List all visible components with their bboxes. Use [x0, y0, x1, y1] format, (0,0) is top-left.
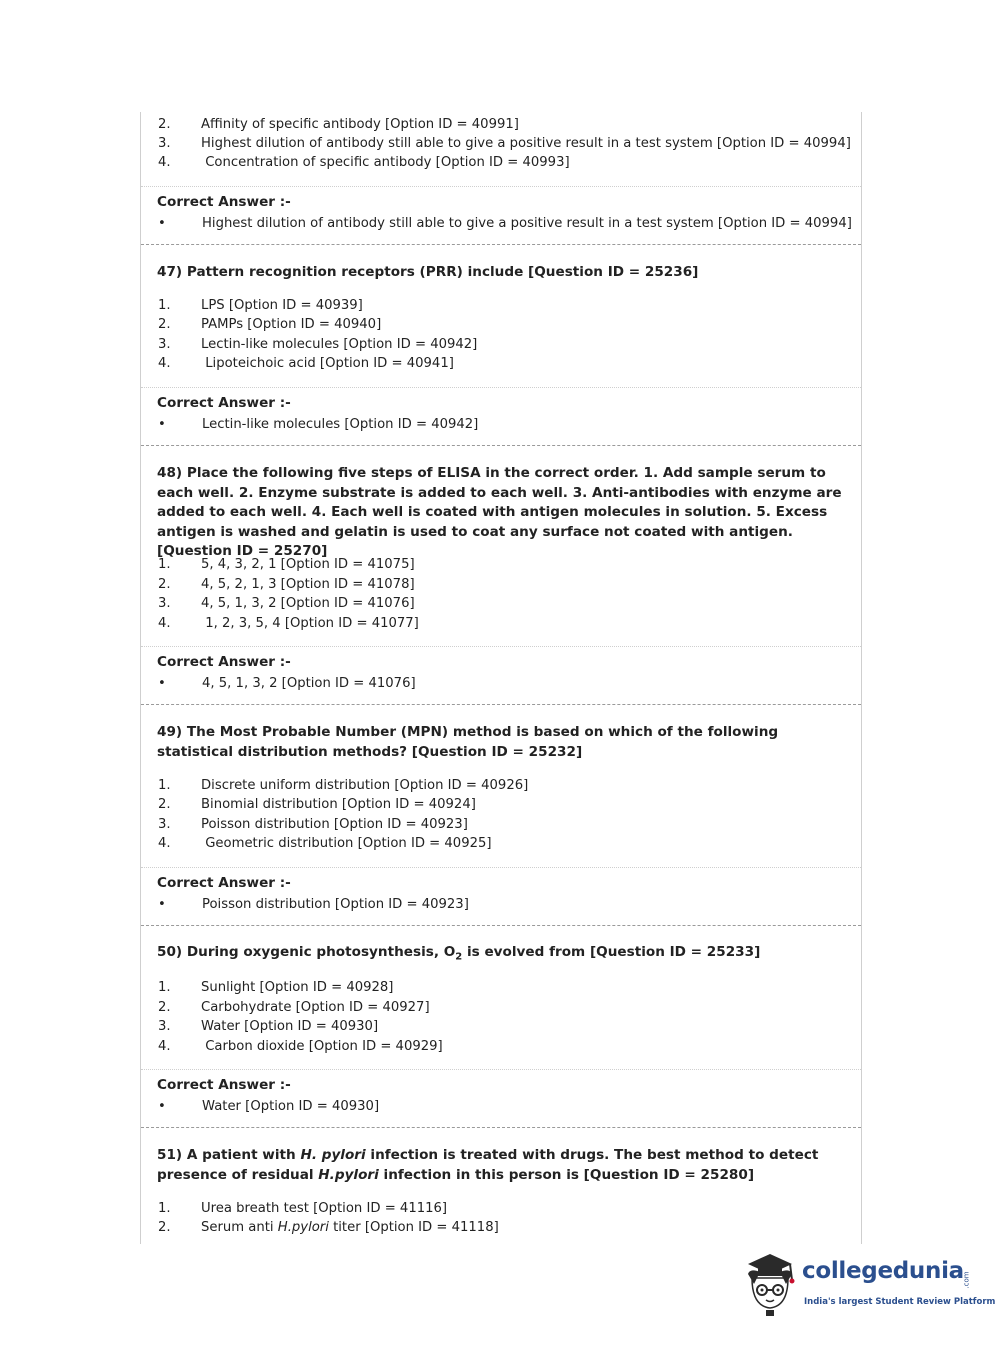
q50-answer: • Water [Option ID = 40930]: [158, 1099, 380, 1114]
divider: [141, 387, 861, 388]
q50-question: 50) During oxygenic photosynthesis, $O_2$ is evolved from [Question ID = 25233]: [157, 944, 761, 963]
q46-option-3: 3. Highest dilution of antibody still able to give a positive result in a test system [Option ID = 40994]: [158, 136, 851, 151]
question-divider: [141, 445, 861, 446]
q51-option-1: 1. Urea breath test [Option ID = 41116]: [158, 1201, 448, 1216]
q48-answer: • 4, 5, 1, 3, 2 [Option ID = 41076]: [158, 676, 416, 691]
q50-correct-label: Correct Answer :-: [157, 1077, 291, 1093]
q49-option-2: 2. Binomial distribution [Option ID = 40924]: [158, 797, 476, 812]
brand-name: collegedunia: [802, 1258, 964, 1284]
q46-option-2: 2. Affinity of specific antibody [Option ID = 40991]: [158, 117, 519, 132]
q48-option-1: 1. 5, 4, 3, 2, 1 [Option ID = 41075]: [158, 557, 415, 572]
brand-tagline: India's largest Student Review Platform: [804, 1297, 996, 1307]
question-divider: [141, 704, 861, 705]
divider: [141, 1069, 861, 1070]
q49-question: 49) The Most Probable Number (MPN) method is based on which of the following statistical distribution methods? [Question ID = 25232]: [157, 724, 779, 760]
q50-option-4: 4. Carbon dioxide [Option ID = 40929]: [158, 1039, 443, 1054]
q47-option-3: 3. Lectin-like molecules [Option ID = 40942]: [158, 337, 478, 352]
q47-option-4: 4. Lipoteichoic acid [Option ID = 40941]: [158, 356, 454, 371]
q51-option-2: 2. Serum anti H.pylori titer [Option ID = 41118]: [158, 1220, 499, 1235]
q49-option-4: 4. Geometric distribution [Option ID = 40925]: [158, 836, 492, 851]
brand-suffix: .com: [962, 1271, 971, 1289]
divider: [141, 867, 861, 868]
q48-question: 48) Place the following five steps of ELISA in the correct order. 1. Add sample serum to each well. 2. Enzyme substrate is added to each well. 3. Anti-antibodies with enzyme are added to each well. 4. Each well is coated with antigen molecules in solution. 5. Excess antigen is washed and gelatin is used to coat any surface not coated with antigen. [Question ID = 25270]: [157, 465, 842, 560]
q47-question: 47) Pattern recognition receptors (PRR) include [Question ID = 25236]: [157, 264, 699, 280]
divider: [141, 186, 861, 187]
question-divider: [141, 244, 861, 245]
q47-correct-label: Correct Answer :-: [157, 395, 291, 411]
question-sheet: [140, 112, 862, 1244]
q47-option-1: 1. LPS [Option ID = 40939]: [158, 298, 363, 313]
q50-option-2: 2. Carbohydrate [Option ID = 40927]: [158, 1000, 430, 1015]
q48-option-2: 2. 4, 5, 2, 1, 3 [Option ID = 41078]: [158, 577, 415, 592]
question-divider: [141, 925, 861, 926]
q51-question: 51) A patient with H. pylori infection is treated with drugs. The best method to detect presence of residual H.pylori infection in this person is [Question ID = 25280]: [157, 1147, 819, 1183]
q47-option-2: 2. PAMPs [Option ID = 40940]: [158, 317, 382, 332]
divider: [141, 646, 861, 647]
q49-correct-label: Correct Answer :-: [157, 875, 291, 891]
q47-answer: • Lectin-like molecules [Option ID = 40942]: [158, 417, 479, 432]
q50-option-1: 1. Sunlight [Option ID = 40928]: [158, 980, 394, 995]
question-divider: [141, 1127, 861, 1128]
q50-option-3: 3. Water [Option ID = 40930]: [158, 1019, 379, 1034]
q46-answer: • Highest dilution of antibody still able to give a positive result in a test system [Option ID = 40994]: [158, 216, 852, 231]
q48-option-3: 3. 4, 5, 1, 3, 2 [Option ID = 41076]: [158, 596, 415, 611]
q49-option-1: 1. Discrete uniform distribution [Option ID = 40926]: [158, 778, 529, 793]
q46-option-4: 4. Concentration of specific antibody [Option ID = 40993]: [158, 155, 570, 170]
q49-option-3: 3. Poisson distribution [Option ID = 40923]: [158, 817, 468, 832]
q49-answer: • Poisson distribution [Option ID = 40923]: [158, 897, 469, 912]
q48-correct-label: Correct Answer :-: [157, 654, 291, 670]
q48-option-4: 4. 1, 2, 3, 5, 4 [Option ID = 41077]: [158, 616, 419, 631]
q46-correct-label: Correct Answer :-: [157, 194, 291, 210]
